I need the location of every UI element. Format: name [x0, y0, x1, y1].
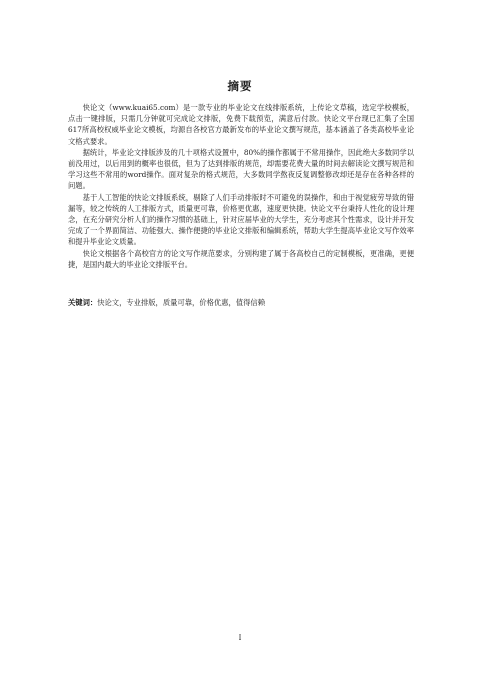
keywords-line [68, 297, 414, 308]
abstract-paragraph-2: 据统计，毕业论文排版涉及的几十项格式设置中，80%的操作都属于不常用操作，因此绝大多数同学以前没用过，以后用到的概率也很低，但为了达到排版的规范，却需要花费大量的时间去解读论文撰写规范和学习这些不常用的word操作。面对复杂的格式规范，大多数同学熬夜反复调整修改却还是存在各种各样的问题。 [68, 147, 414, 191]
abstract-paragraph-1: 快论文（www.kuai65.com）是一款专业的毕业论文在线排版系统，上传论文草稿，选定学校模板，点击一键排版，只需几分钟就可完成论文排版，免费下载预览，满意后付款。快论文平台现已汇集了全国617所高校权威毕业论文模板，均源自各校官方最新发布的毕业论文撰写规范，基本涵盖了各类高校毕业论文格式要求。 [68, 103, 414, 146]
keywords-text: 快论文，专业排版，质量可靠，价格优惠，值得信赖 [97, 298, 266, 307]
abstract-paragraph-4: 快论文根据各个高校官方的论文写作规范要求，分别构建了属于各高校自己的定制模板，更准确，更便捷，是国内最大的毕业论文排版平台。 [68, 248, 414, 269]
abstract-title: 摘要 [227, 79, 253, 93]
keywords-label: 关键词： [68, 298, 98, 307]
abstract-body [68, 102, 414, 270]
abstract-paragraph-3: 基于人工智能的快论文排版系统，剔除了人们手动排版时不可避免的误操作，和由于视觉疲劳导致的错漏等，较之传统的人工排版方式，质量更可靠，价格更优惠，速度更快捷。快论文平台秉持人性化的设计理念，在充分研究分析人们的操作习惯的基础上，针对应届毕业的大学生，充分考虑其个性需求，设计并开发完成了一个界面简洁、功能强大、操作便捷的毕业论文排版和编辑系统，帮助大学生提高毕业论文写作效率和提升毕业论文质量。 [68, 192, 414, 247]
page-number: I [238, 634, 242, 642]
